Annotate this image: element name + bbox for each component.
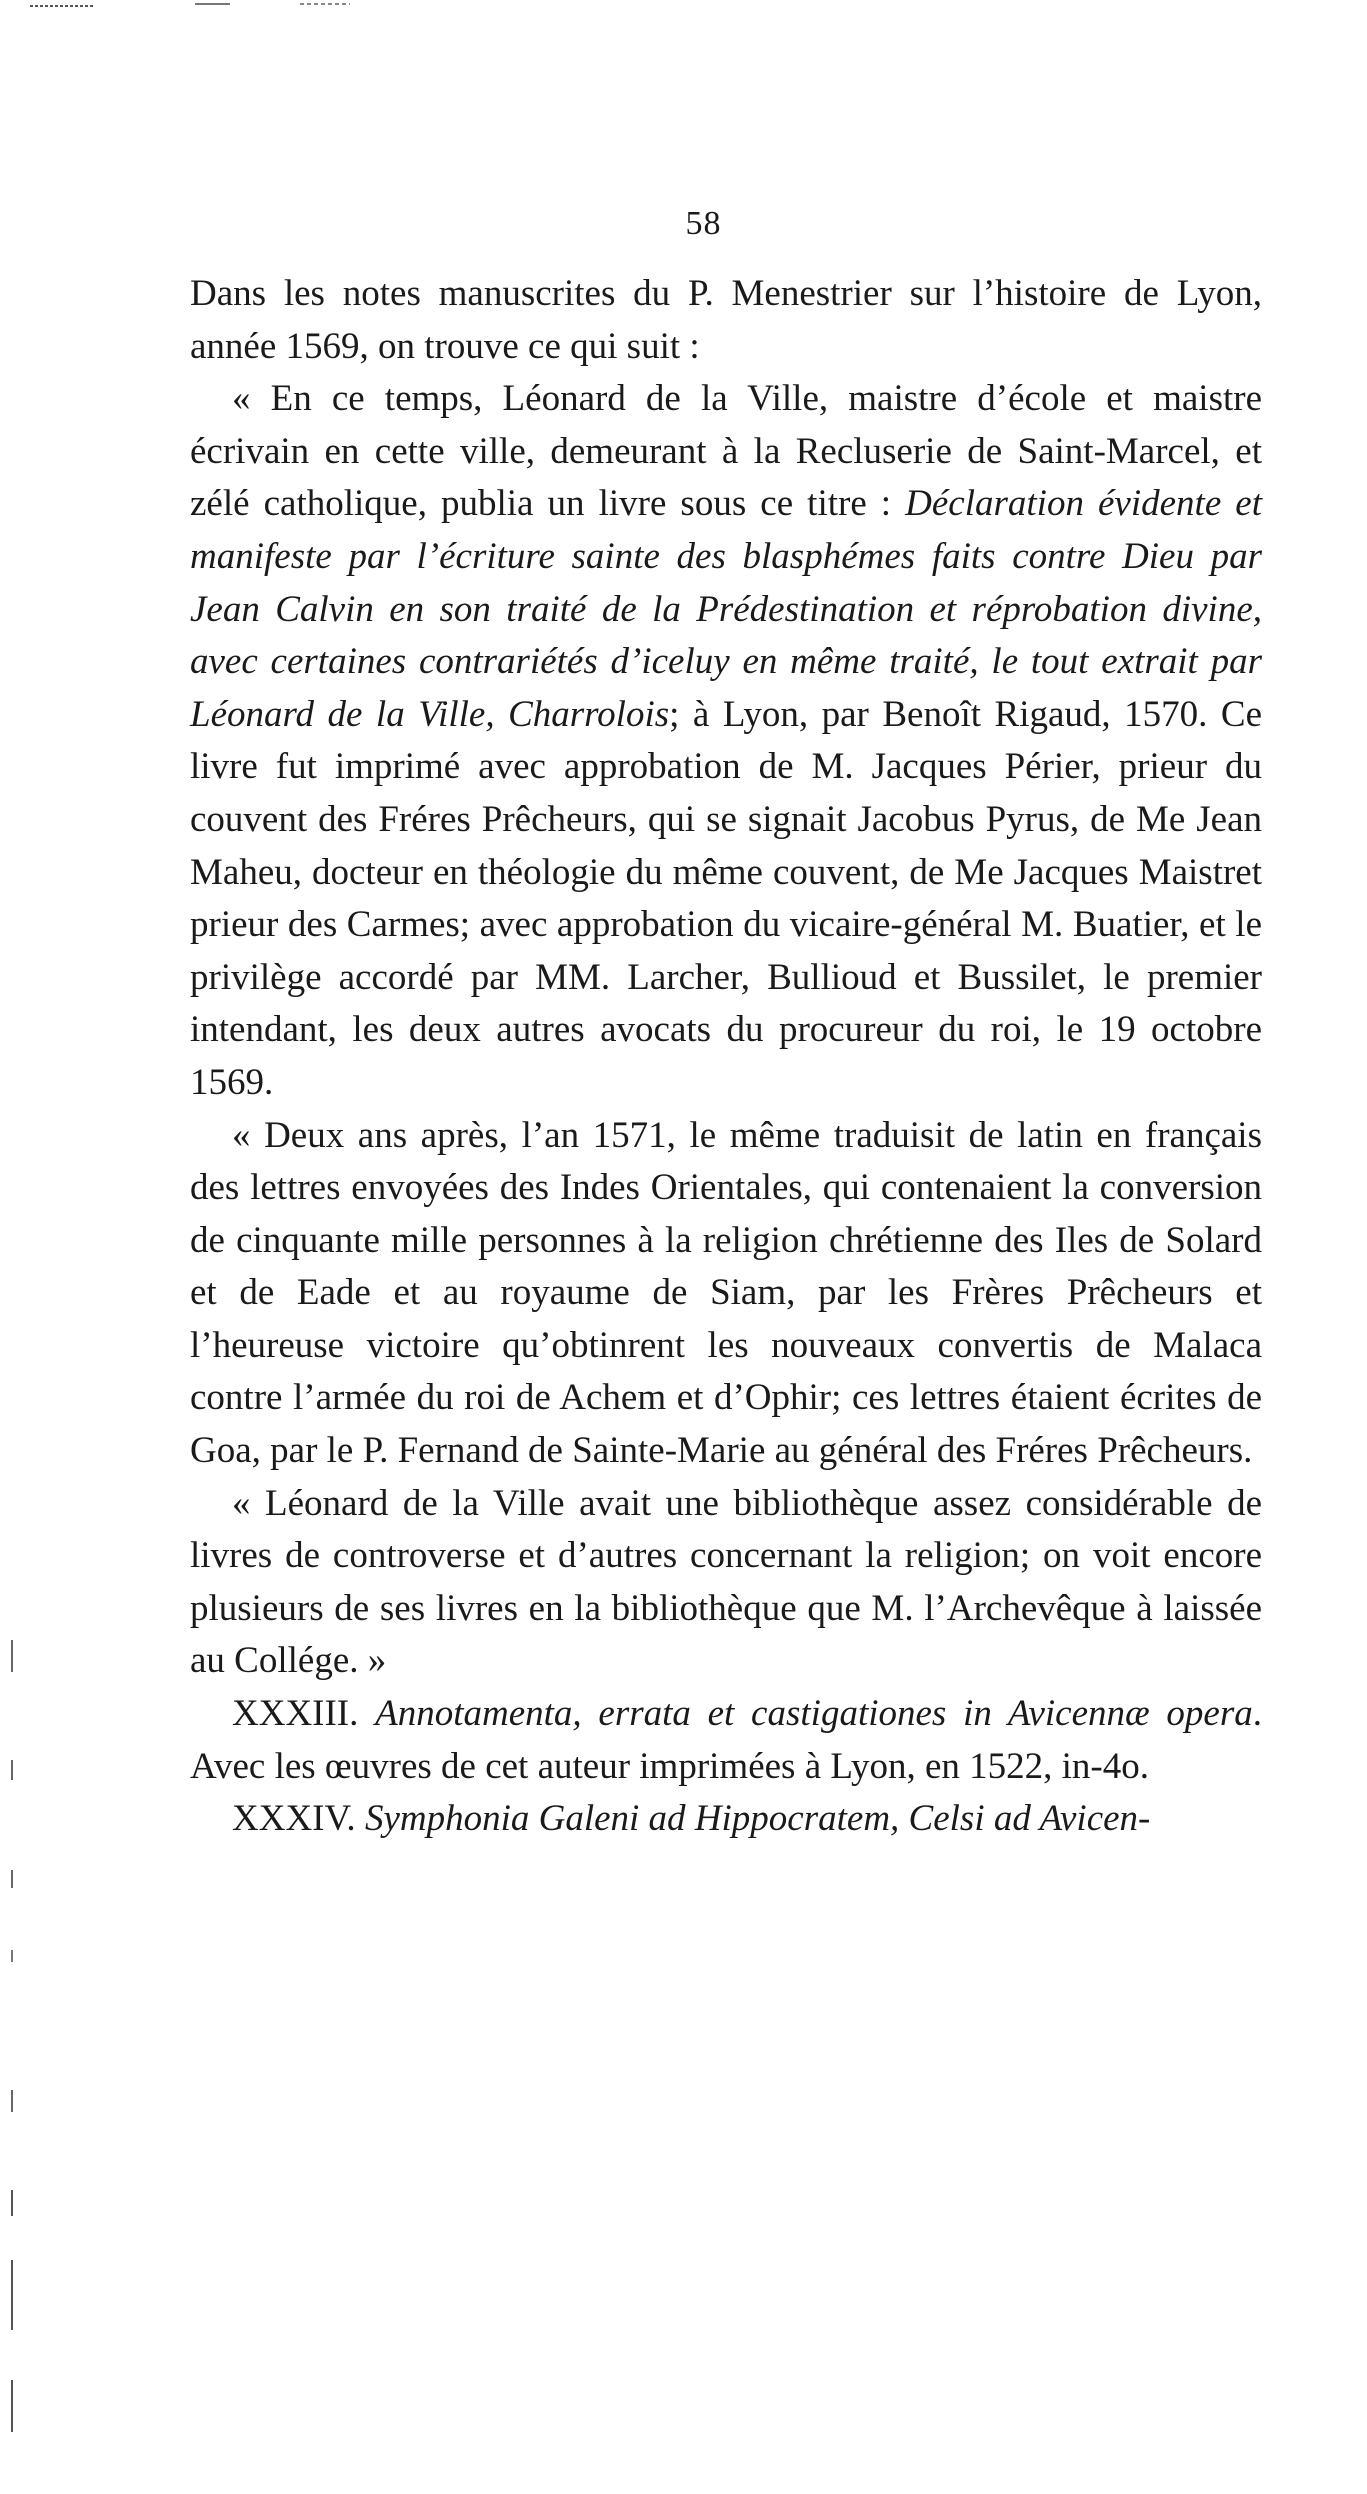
- text-run: Dans les notes manuscrites du P. Menestrier sur l’histoire de Lyon, année 1569, on trouve ce qui suit :: [190, 273, 1262, 367]
- text-run: XXXIV.: [232, 1798, 365, 1840]
- paragraph: [190, 1110, 1262, 1478]
- text-run: XXXIII.: [232, 1693, 376, 1735]
- text-run: « En ce temps, Léonard de la Ville, maistre d’école et maistre écrivain en cette ville, demeurant à la Recluserie de Saint-Marcel, et zélé catholique, publia un livre sous ce titre :: [190, 378, 1262, 525]
- italic-text: Déclaration évidente et manifeste par l’écriture sainte des blasphémes faits contre Dieu par Jean Calvin en son traité de la Prédestination et réprobation divine, avec certaines contrariétés d’iceluy en même traité, le tout extrait par Léonard de la Ville, Charrolois: [190, 483, 1262, 735]
- body-text: [190, 268, 1262, 1846]
- text-run: . Avec les œuvres de cet auteur imprimées à Lyon, en 1522, in-4o.: [190, 1693, 1262, 1787]
- paragraph: [190, 373, 1262, 1109]
- text-run: « Deux ans après, l’an 1571, le même traduisit de latin en français des lettres envoyées des Indes Orientales, qui contenaient la conversion de cinquante mille personnes à la religion chrétienne des Iles de Solard et de Eade et au royaume de Siam, par les Frères Prêcheurs et l’heureuse victoire qu’obtinrent les nouveaux convertis de Malaca contre l’armée du roi de Achem et d’Ophir; ces lettres étaient écrites de Goa, par le P. Fernand de Sainte-Marie au général des Fréres Prêcheurs.: [190, 1114, 1262, 1472]
- page-number: 58: [685, 205, 722, 242]
- paragraph: [190, 1793, 1262, 1846]
- paragraph: [190, 1688, 1262, 1793]
- italic-text: Annotamenta, errata et castigationes in Avicennæ opera: [375, 1693, 1253, 1735]
- paragraph: [190, 1478, 1262, 1688]
- text-run: « Léonard de la Ville avait une bibliothèque assez considérable de livres de controverse et d’autres concernant la religion; on voit encore plusieurs de ses livres en la bibliothèque que M. l’Archevêque à laissée au Collége. »: [190, 1482, 1262, 1682]
- italic-text: Symphonia Galeni ad Hippocratem, Celsi ad Avicen-: [364, 1798, 1151, 1840]
- text-run: ; à Lyon, par Benoît Rigaud, 1570. Ce livre fut imprimé avec approbation de M. Jacques Périer, prieur du couvent des Fréres Prêcheurs, qui se signait Jacobus Pyrus, de Me Jean Maheu, docteur en théologie du même couvent, de Me Jacques Maistret prieur des Carmes; avec approbation du vicaire-général M. Buatier, et le privilège accordé par MM. Larcher, Bullioud et Bussilet, le premier intendant, les deux autres avocats du procureur du roi, le 19 octobre 1569.: [190, 693, 1262, 1103]
- paragraph: [190, 268, 1262, 373]
